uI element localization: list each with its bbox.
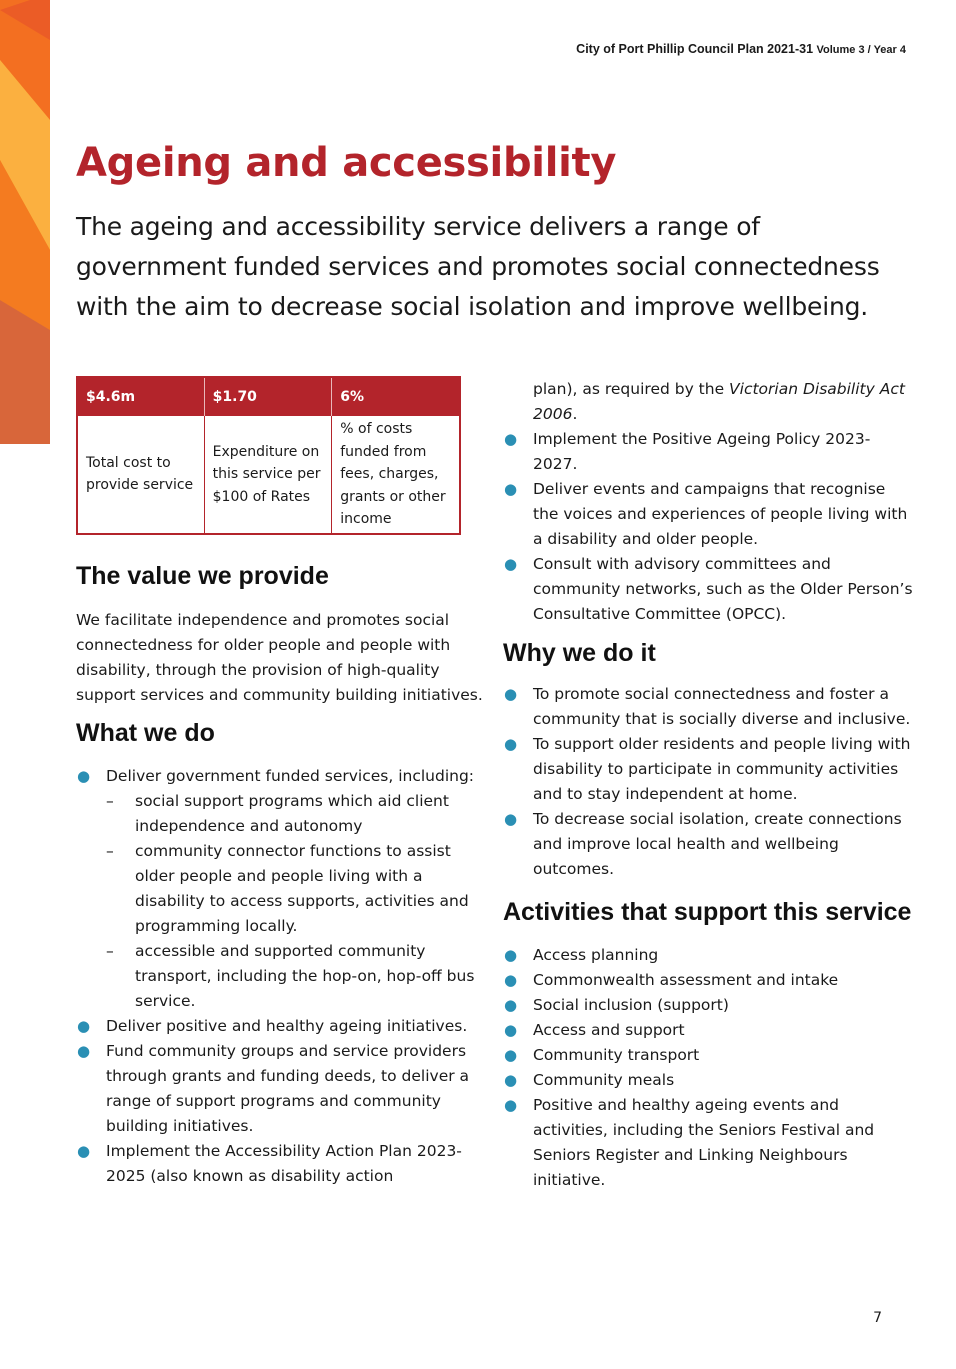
list-item: ● Community meals (503, 1068, 913, 1093)
stat-total-cost: $4.6m (77, 377, 204, 416)
list-item: ● Positive and healthy ageing events and activities, including the Seniors Festival and Seniors Register and Linking Neighbours initiative. (503, 1093, 913, 1193)
bullet-icon: ● (77, 1142, 91, 1160)
list-item: ● To support older residents and people living with disability to participate in community activities and to stay independent at home. (503, 732, 913, 807)
bullet-icon: ● (504, 1046, 518, 1064)
list-item: ● Consult with advisory committees and community networks, such as the Older Person’s Consultative Committee (OPCC). (503, 552, 913, 627)
page-number: 7 (873, 1310, 882, 1326)
list-item: ● Access planning (503, 943, 913, 968)
dash-icon: – (106, 792, 114, 810)
bullet-icon: ● (504, 971, 518, 989)
bullet-icon: ● (504, 480, 518, 498)
bullet-icon: ● (504, 1021, 518, 1039)
list-item: ● Commonwealth assessment and intake (503, 968, 913, 993)
list-item: ● Fund community groups and service providers through grants and funding deeds, to deliver a range of support programs and community building initiatives. (76, 1039, 486, 1139)
what-sublist (106, 789, 486, 1014)
intro-paragraph: The ageing and accessibility service delivers a range of government funded services and promotes social connectedness with the aim to decrease social isolation and improve wellbeing. (76, 212, 880, 321)
doc-volume: Volume 3 / Year 4 (816, 44, 906, 56)
sublist-item: – social support programs which aid client independence and autonomy (106, 789, 486, 839)
what-list-continued (503, 427, 913, 627)
stat-desc-per-rates: Expenditure on this service per $100 of Rates (204, 416, 332, 534)
bullet-icon: ● (504, 810, 518, 828)
activities-list (503, 943, 913, 1193)
list-item: ● Social inclusion (support) (503, 993, 913, 1018)
stat-desc-funded-percent: % of costs funded from fees, charges, grants or other income (340, 421, 446, 527)
list-item-continuation: plan), as required by the Victorian Disability Act 2006. (533, 380, 905, 423)
list-item: ● Community transport (503, 1043, 913, 1068)
list-item: ● Implement the Positive Ageing Policy 2023-2027. (503, 427, 913, 477)
stat-per-rates: $1.70 (204, 377, 332, 416)
value-text: We facilitate independence and promotes social connectedness for older people and people with disability, through the provision of high-quality support services and community building initiatives. (76, 611, 483, 704)
bullet-icon: ● (77, 767, 91, 785)
sublist-item: – community connector functions to assist older people and people living with a disability to access supports, activities and programming locally. (106, 839, 486, 939)
right-column (503, 377, 913, 1193)
why-list (503, 682, 913, 882)
list-item: ● Deliver government funded services, including: – social support programs which aid client independence and autonomy – community connector functions to assist older people and people living with a disability to access supports, activities and programming locally. – accessible and supported community transport, including the hop-on, hop-off bus service. (76, 764, 486, 1014)
bullet-icon: ● (504, 1071, 518, 1089)
bullet-icon: ● (504, 946, 518, 964)
document-header (576, 42, 906, 56)
list-item: ● Deliver events and campaigns that recognise the voices and experiences of people living with a disability and older people. (503, 477, 913, 552)
page-title: Ageing and accessibility (76, 140, 617, 186)
stats-description-row (77, 416, 460, 534)
list-item: ● To promote social connectedness and foster a community that is socially diverse and inclusive. (503, 682, 913, 732)
value-heading: The value we provide (76, 562, 329, 590)
stat-funded-percent: 6% (332, 377, 460, 416)
dash-icon: – (106, 842, 114, 860)
why-heading: Why we do it (503, 639, 656, 667)
left-column (76, 562, 486, 1189)
bullet-icon: ● (504, 555, 518, 573)
bullet-icon: ● (504, 430, 518, 448)
bullet-icon: ● (504, 685, 518, 703)
activities-heading: Activities that support this service (503, 898, 912, 926)
list-item: ● Deliver positive and healthy ageing initiatives. (76, 1014, 486, 1039)
bullet-icon: ● (504, 735, 518, 753)
stats-table (76, 376, 461, 535)
sublist-item: – accessible and supported community transport, including the hop-on, hop-off bus service. (106, 939, 486, 1014)
stat-desc-total-cost: Total cost to provide service (77, 416, 204, 534)
list-item: ● Implement the Accessibility Action Plan 2023-2025 (also known as disability action (76, 1139, 486, 1189)
what-heading: What we do (76, 719, 215, 747)
dash-icon: – (106, 942, 114, 960)
what-list (76, 764, 486, 1189)
bullet-icon: ● (504, 996, 518, 1014)
bullet-icon: ● (504, 1096, 518, 1114)
list-item: ● To decrease social isolation, create connections and improve local health and wellbeing outcomes. (503, 807, 913, 882)
stats-header-row (77, 377, 460, 416)
decorative-side-band (0, 0, 50, 444)
bullet-icon: ● (77, 1042, 91, 1060)
doc-title: City of Port Phillip Council Plan 2021-31 (576, 42, 814, 56)
list-item: ● Access and support (503, 1018, 913, 1043)
bullet-icon: ● (77, 1017, 91, 1035)
